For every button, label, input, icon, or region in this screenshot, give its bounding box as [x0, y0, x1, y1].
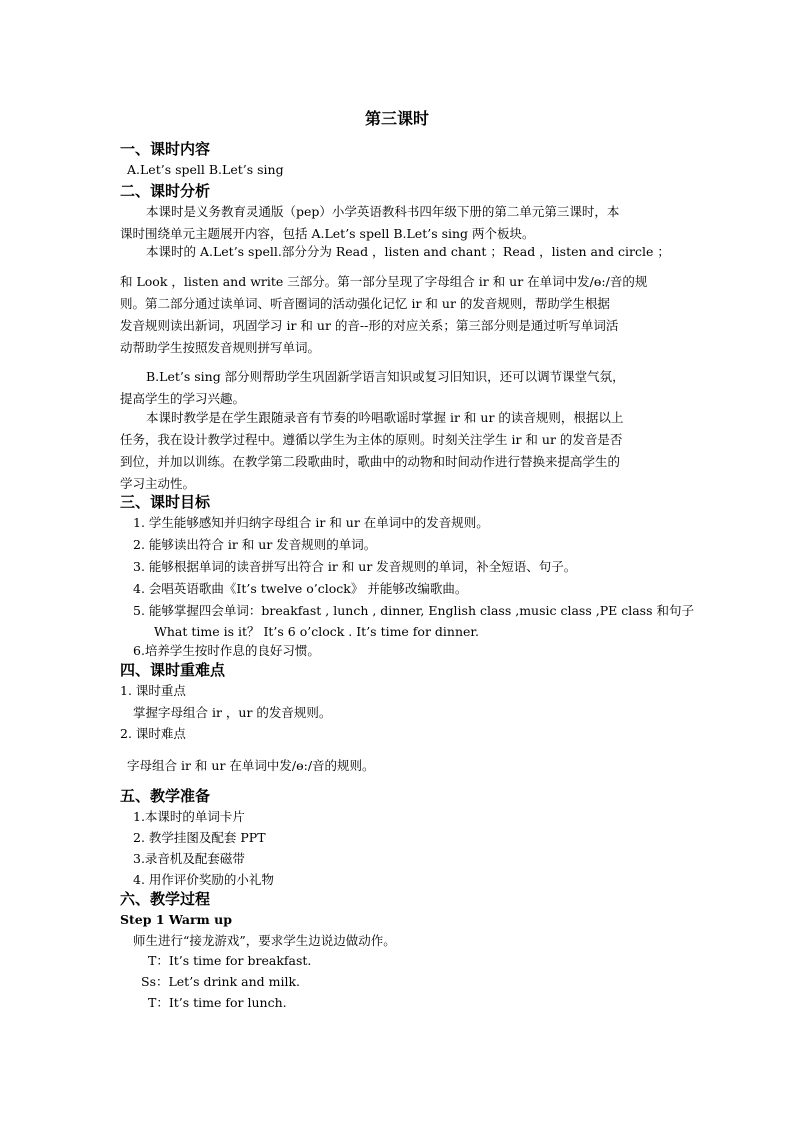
objective-item: 6.培养学生按时作息的良好习惯。 [133, 643, 320, 658]
step-intro: 师生进行“接龙游戏”，要求学生边说边做动作。 [133, 933, 396, 948]
section-heading-key-points: 四、课时重难点 [120, 661, 226, 679]
section-content-text: A.Let’s spell B.Let’s sing [127, 162, 284, 177]
paragraph-line: 本课时的 A.Let’s spell.部分分为 Read ，listen and chant ；Read ，listen and circle ； [146, 244, 670, 259]
difficulty-text: 字母组合 ir 和 ur 在单词中发/ɵ:/音的规则。 [127, 758, 375, 773]
paragraph-line: 和 Look ，listen and write 三部分。第一部分呈现了字母组合 ir 和 ur 在单词中发/ɵ:/音的规 [120, 274, 648, 289]
paragraph-line: 动帮助学生按照发音规则拼写单词。 [120, 340, 321, 355]
analysis-paragraph-2-cont [120, 271, 676, 359]
preparation-item: 2. 教学挂图及配套 PPT [133, 830, 266, 845]
paragraph-line: 则。第二部分通过读单词、听音圈词的活动强化记忆 ir 和 ur 的发音规则，帮助学生根据 [120, 296, 610, 311]
paragraph-line: 本课时是义务教育灵通版（pep）小学英语教科书四年级下册的第二单元第三课时，本 [146, 204, 620, 219]
dialog-line: T：It’s time for lunch. [148, 995, 287, 1010]
difficulty-subheading: 2. 课时难点 [120, 726, 186, 741]
section-heading-preparation: 五、教学准备 [120, 787, 211, 805]
page-title: 第三课时 [364, 109, 429, 128]
preparation-item: 1.本课时的单词卡片 [133, 809, 245, 824]
analysis-paragraph-3 [120, 366, 676, 410]
paragraph-line: 发音规则读出新词，巩固学习 ir 和 ur 的音--形的对应关系；第三部分则是通过听写单词活 [120, 318, 619, 333]
paragraph-line: 任务，我在设计教学过程中。遵循以学生为主体的原则。时刻关注学生 ir 和 ur 的发音是否 [120, 432, 623, 447]
analysis-paragraph-2 [120, 241, 676, 263]
key-point-text: 掌握字母组合 ir ，ur 的发音规则。 [133, 705, 332, 720]
dialog-line: T：It’s time for breakfast. [148, 953, 312, 968]
paragraph-line: 提高学生的学习兴趣。 [120, 391, 246, 406]
dialog-line: Ss：Let’s drink and milk. [141, 974, 301, 989]
section-heading-objectives: 三、课时目标 [120, 493, 211, 511]
objective-item: 3. 能够根据单词的读音拼写出符合 ir 和 ur 发音规则的单词，补全短语、句子。 [133, 559, 577, 574]
paragraph-line: 课时围绕单元主题展开内容，包括 A.Let’s spell B.Let’s sing 两个板块。 [120, 226, 535, 241]
paragraph-line: 到位，并加以训练。在教学第二段歌曲时，歌曲中的动物和时间动作进行替换来提高学生的 [120, 454, 621, 469]
step-heading: Step 1 Warm up [120, 912, 232, 927]
section-heading-content: 一、课时内容 [120, 140, 211, 158]
section-heading-analysis: 二、课时分析 [120, 182, 211, 200]
paragraph-line: 本课时教学是在学生跟随录音有节奏的吟唱歌谣时掌握 ir 和 ur 的读音规则，根据以上 [146, 410, 624, 425]
section-heading-process: 六、教学过程 [120, 890, 211, 908]
objective-item: 5. 能够掌握四会单词：breakfast , lunch , dinner, English class ,music class ,PE class 和句子 [133, 603, 694, 618]
analysis-paragraph-4 [120, 407, 676, 495]
objective-item-continuation: What time is it？ It’s 6 o’clock . It’s time for dinner. [154, 624, 479, 639]
key-point-subheading: 1. 课时重点 [120, 683, 186, 698]
preparation-item: 3.录音机及配套磁带 [133, 851, 245, 866]
paragraph-line: B.Let’s sing 部分则帮助学生巩固新学语言知识或复习旧知识，还可以调节课堂气氛， [146, 369, 625, 384]
paragraph-line: 学习主动性。 [120, 476, 196, 491]
preparation-item: 4. 用作评价奖励的小礼物 [133, 872, 274, 887]
analysis-paragraph-1 [120, 201, 676, 245]
objective-item: 1. 学生能够感知并归纳字母组合 ir 和 ur 在单词中的发音规则。 [133, 515, 489, 530]
objective-item: 4. 会唱英语歌曲《It’s twelve o’clock》 并能够改编歌曲。 [133, 581, 468, 596]
objective-item: 2. 能够读出符合 ir 和 ur 发音规则的单词。 [133, 537, 377, 552]
